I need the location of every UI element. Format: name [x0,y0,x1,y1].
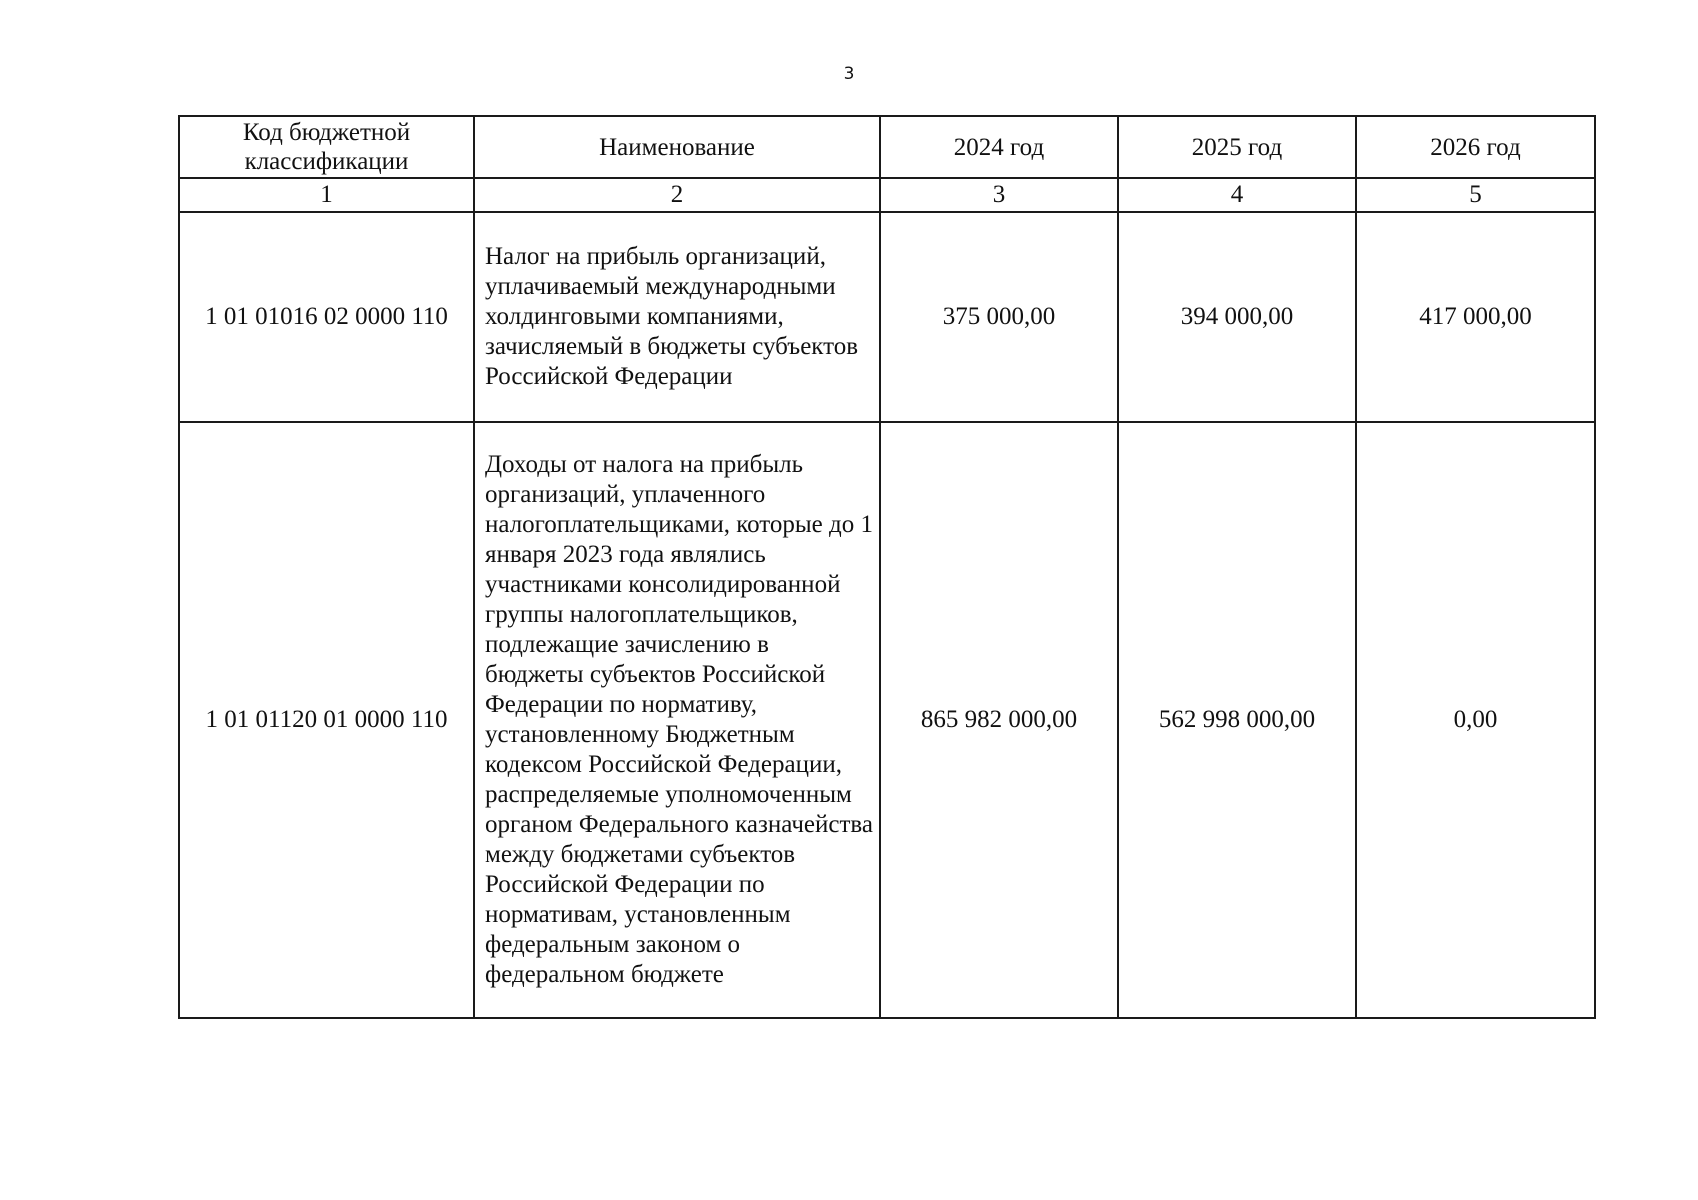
page-number: 3 [843,64,855,84]
header-year-2025: 2025 год [1118,116,1356,178]
amount-2025-cell: 562 998 000,00 [1118,422,1356,1018]
amount-2024-cell: 865 982 000,00 [880,422,1118,1018]
name-cell: Доходы от налога на прибыль организаций, уплаченного налогоплательщиками, которые до 1 января 2023 года являлись участниками консолидированной группы налогоплательщиков, подлежащие зачислению в бюджеты субъектов Российской Федерации по нормативу, установленному Бюджетным кодексом Российской Федерации, распределяемые уполномоченным органом Федерального казначейства между бюджетами субъектов Российской Федерации по нормативам, установленным федеральным законом о федеральном бюджете [474,422,880,1018]
header-year-2024: 2024 год [880,116,1118,178]
name-cell: Налог на прибыль организаций, уплачиваемый международными холдинговыми компаниями, зачисляемый в бюджеты субъектов Российской Федерации [474,212,880,422]
header-year-2026: 2026 год [1356,116,1595,178]
column-numbering-row [179,178,1595,212]
table-row [179,212,1595,422]
amount-2024-cell: 375 000,00 [880,212,1118,422]
column-number: 4 [1118,178,1356,212]
table-header-row [179,116,1595,178]
column-number: 1 [179,178,474,212]
header-budget-code: Код бюджетной классификации [179,116,474,178]
column-number: 3 [880,178,1118,212]
header-name: Наименование [474,116,880,178]
column-number: 5 [1356,178,1595,212]
amount-2026-cell: 0,00 [1356,422,1595,1018]
amount-2026-cell: 417 000,00 [1356,212,1595,422]
budget-revenue-table [178,115,1596,1019]
budget-code-cell: 1 01 01120 01 0000 110 [179,422,474,1018]
budget-code-cell: 1 01 01016 02 0000 110 [179,212,474,422]
table-row [179,422,1595,1018]
column-number: 2 [474,178,880,212]
amount-2025-cell: 394 000,00 [1118,212,1356,422]
